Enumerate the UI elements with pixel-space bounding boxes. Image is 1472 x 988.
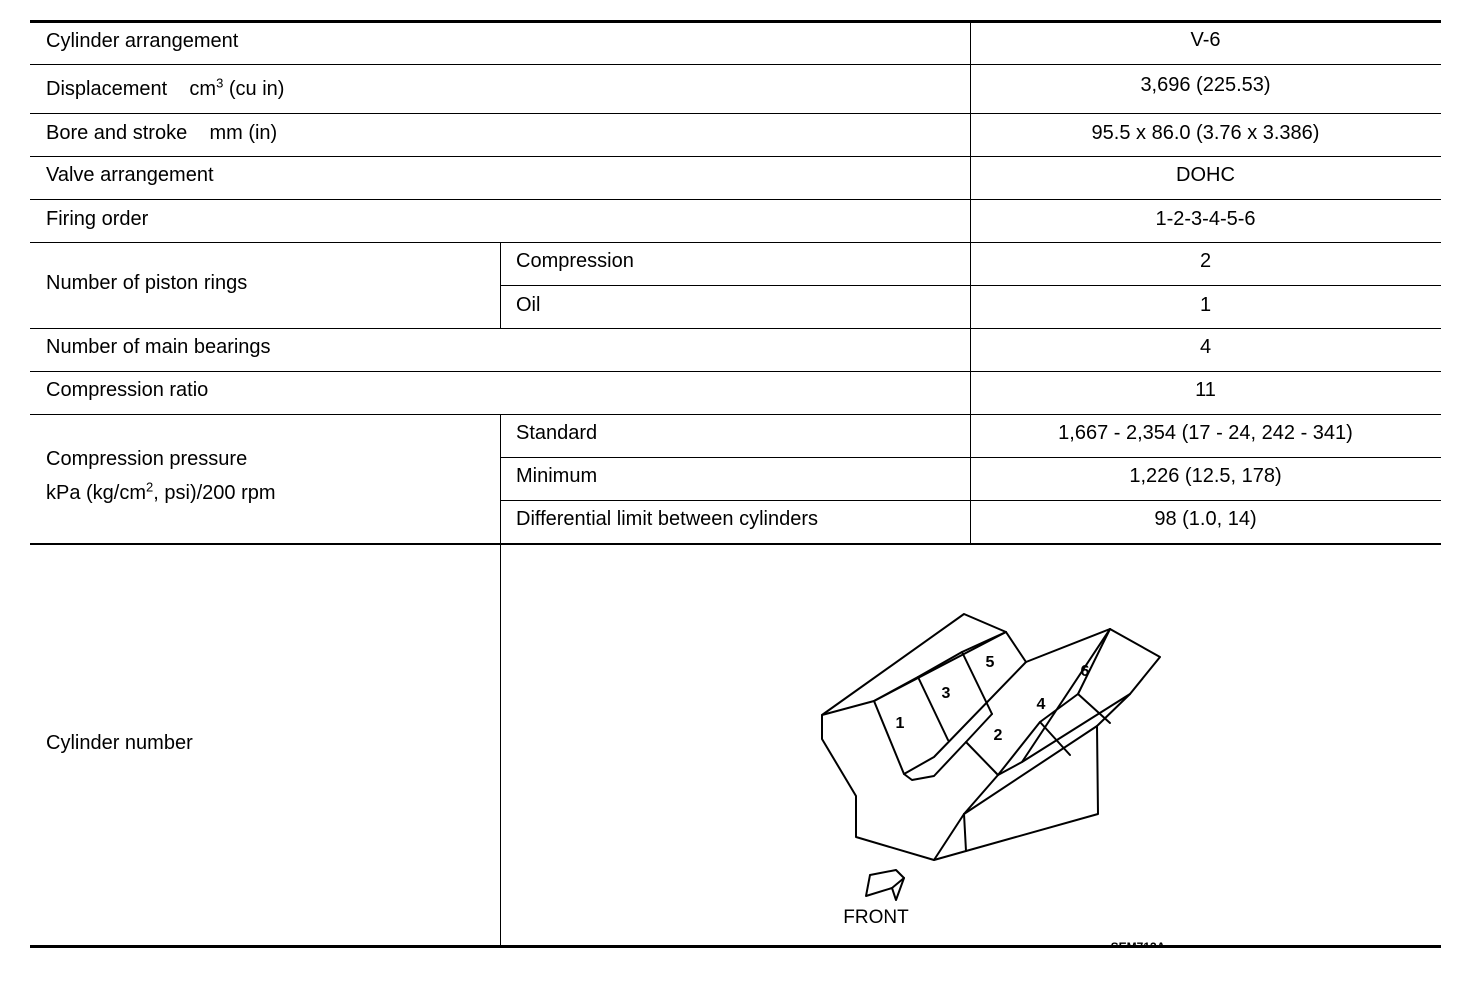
valve-arrangement-value: DOHC <box>1176 164 1235 186</box>
main-bearings-label: Number of main bearings <box>46 336 271 358</box>
pressure-differential-value: 98 (1.0, 14) <box>1154 508 1257 530</box>
pressure-standard-value: 1,667 - 2,354 (17 - 24, 242 - 341) <box>1058 422 1353 444</box>
table-top-rule <box>30 20 1441 23</box>
figure-code: SEM713A <box>1110 940 1166 947</box>
row-divider <box>30 414 1441 415</box>
oil-rings-label: Oil <box>516 294 541 316</box>
valve-arrangement-label: Valve arrangement <box>46 164 214 186</box>
firing-order-label: Firing order <box>46 208 149 230</box>
cylinder-label-1: 1 <box>895 715 905 732</box>
pressure-differential-label: Differential limit between cylinders <box>516 508 818 530</box>
cylinder-label-4: 4 <box>1036 696 1046 713</box>
oil-rings-value: 1 <box>1199 294 1212 316</box>
compression-rings-value: 2 <box>1199 250 1212 272</box>
row-divider <box>30 64 1441 65</box>
row-divider <box>30 371 1441 372</box>
cylinder-label-2: 2 <box>993 727 1003 744</box>
firing-order-value: 1-2-3-4-5-6 <box>1155 208 1256 230</box>
cylinder-arrangement-value: V-6 <box>1190 29 1221 51</box>
cylinder-number-label: Cylinder number <box>46 732 193 754</box>
displacement-label: Displacement $cm^3$ (cu in) <box>46 75 285 100</box>
compression-pressure-unit: kPa ($kg/cm^2$, psi)/200 rpm <box>46 479 276 504</box>
row-divider <box>30 199 1441 200</box>
bore-stroke-label: Bore and stroke mm (in) <box>46 122 278 144</box>
compression-ratio-label: Compression ratio <box>46 379 209 401</box>
sub-column-divider <box>500 242 501 329</box>
front-label: FRONT <box>843 907 909 928</box>
displacement-value: 3,696 (225.53) <box>1140 74 1271 96</box>
cylinder-label-3: 3 <box>941 685 951 702</box>
pressure-minimum-value: 1,226 (12.5, 178) <box>1129 465 1282 487</box>
cylinder-label-5: 5 <box>985 654 995 671</box>
v6-engine-block-diagram <box>500 544 1441 947</box>
row-divider <box>30 156 1441 157</box>
cylinder-number-figure <box>500 544 1441 947</box>
row-divider <box>30 113 1441 114</box>
compression-rings-label: Compression <box>516 250 634 272</box>
compression-ratio-value: 11 <box>1195 379 1216 401</box>
bore-stroke-value: 95.5 x 86.0 (3.76 x 3.386) <box>1091 122 1320 144</box>
cylinder-arrangement-label: Cylinder arrangement <box>46 30 239 52</box>
piston-rings-label: Number of piston rings <box>46 272 248 294</box>
compression-pressure-label: Compression pressure <box>46 448 248 470</box>
cylinder-label-6: 6 <box>1080 663 1090 680</box>
main-bearings-value: 4 <box>1199 336 1212 358</box>
row-divider <box>30 328 1441 329</box>
row-divider <box>30 242 1441 243</box>
pressure-standard-label: Standard <box>516 422 598 444</box>
pressure-minimum-label: Minimum <box>516 465 598 487</box>
